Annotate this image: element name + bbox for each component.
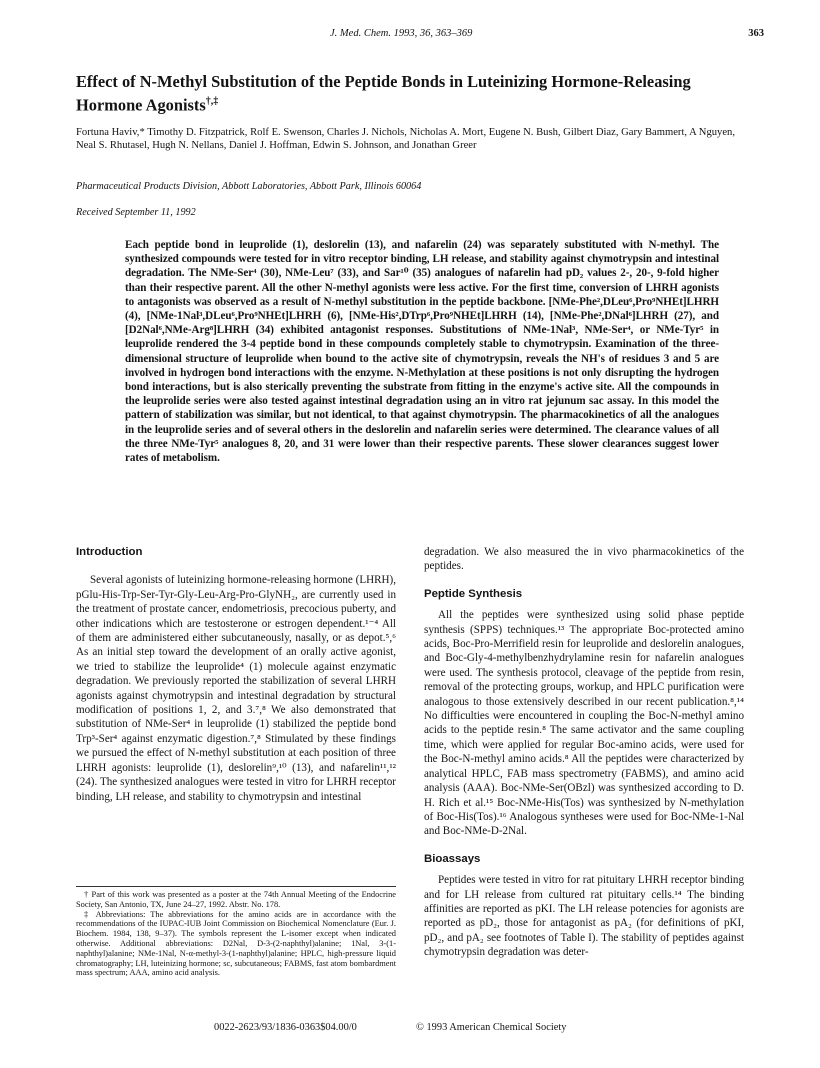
- received-date: Received September 11, 1992: [76, 207, 196, 218]
- page-footer: [0, 1022, 820, 1036]
- introduction-paragraph: Several agonists of luteinizing hormone-releasing hormone (LHRH), pGlu-His-Trp-Ser-Tyr-Gly-Leu-Arg-Pro-GlyNH₂, are currently used in the treatment of prostate cancer, endometriosis, precocious puberty, and other indications which are testosterone or estrogen dependent.¹⁻⁴ All of them are administered either subcutaneously, nasally, or as depot.⁵,⁶ As an initial step toward the development of an orally active agonist, we tried to stabilize the leuprolide⁴ (1) molecule against enzymatic degradation. We previously reported the stabilization of several LHRH agonists against chymotrypsin and intestinal degradation by structural modification of positions 1, 2, and 3.⁷,⁸ We also demonstrated that substitution of NMe-Ser⁴ in leuprolide (1) stabilized the peptide bond Trp³-Ser⁴ against enzymatic digestion.⁷,⁸ Stimulated by these findings we pursued the effect of N-methyl substitution at each position of three LHRH agonists: leuprolide (1), deslorelin⁹,¹⁰ (13), and nafarelin¹¹,¹² (24). The synthesized analogues were tested in vitro for LHRH receptor binding, LH release, and stability to chymotrypsin and intestinal: [76, 574, 396, 803]
- peptide-synthesis-paragraph: All the peptides were synthesized using solid phase peptide synthesis (SPPS) techniques.¹³ The appropriate Boc-protected amino acids, Boc-Pro-Merrifield resin for leuprolide and deslorelin analogues, and Boc-Gly-4-methylbenzhydrylamine resin for nafarelin analogues were used. The synthesis protocol, cleavage of the peptide from resin, removal of the protecting groups, workup, and HPLC purification were analogous to those extensively described in our recent publication.⁸,¹⁴ No difficulties were encountered in coupling the Boc-N-methyl amino acids to the peptide resin.⁸ The same activator and the same coupling time, which were applied for regular Boc-amino acids, were used for the Boc-N-methyl amino acids.⁸ All the peptides were characterized by analytical HPLC, FAB mass spectrometry (FABMS), and amino acid analysis (AAA). Boc-NMe-Ser(OBzl) was synthesized according to D. H. Rich et al.¹⁵ Boc-NMe-His(Tos) was synthesized by N-methylation of Boc-His(Tos).¹⁶ Analogous syntheses were used for Boc-NMe-1-Nal and Boc-NMe-D-2Nal.: [424, 609, 744, 838]
- affiliation: Pharmaceutical Products Division, Abbott Laboratories, Abbott Park, Illinois 60064: [76, 181, 422, 192]
- running-head: [0, 28, 820, 42]
- right-column: [424, 545, 744, 960]
- copyright-notice: © 1993 American Chemical Society: [416, 1022, 567, 1033]
- footnote-dagger: † Part of this work was presented as a poster at the 74th Annual Meeting of the Endocrine Society, San Antonio, TX, June 24–27, 1992. Abstr. No. 178.: [76, 890, 396, 909]
- issn-code: 0022-2623/93/1836-0363$04.00/0: [214, 1022, 357, 1033]
- article-title-text: Effect of N-Methyl Substitution of the Peptide Bonds in Luteinizing Hormone-Releasing Hormone Agonists: [76, 72, 691, 114]
- author-list: Fortuna Haviv,* Timothy D. Fitzpatrick, Rolf E. Swenson, Charles J. Nichols, Nicholas A. Mort, Eugene N. Bush, Gilbert Diaz, Gary Bammert, A Nguyen, Neal S. Rhutasel, Hugh N. Nellans, Daniel J. Hoffman, Edwin S. Johnson, and Jonathan Greer: [76, 127, 735, 151]
- bioassays-paragraph: Peptides were tested in vitro for rat pituitary LHRH receptor binding and for LH release from cultured rat pituitary cells.¹⁴ The binding affinities are reported as pKI. The LH release potencies for agonists are reported as pD₂, those for antagonist as pA₂ (for definitions of pKI, pD₂, and pA₂ see footnotes of Table I). The stability of peptides against chymotrypsin degradation was deter-: [424, 874, 744, 959]
- introduction-continuation: degradation. We also measured the in vivo pharmacokinetics of the peptides.: [424, 546, 744, 573]
- section-heading-bioassays: Bioassays: [424, 852, 481, 865]
- abstract: Each peptide bond in leuprolide (1), deslorelin (13), and nafarelin (24) was separately substituted with N-methyl. The synthesized compounds were tested for in vitro receptor binding, LH release, and stability against chymotrypsin and intestinal degradation. The NMe-Ser⁴ (30), NMe-Leu⁷ (33), and Sar¹⁰ (35) analogues of nafarelin had pD₂ values 2-, 20-, 9-fold higher than their respective parent. All the other N-methyl agonists were less active. For the first time, conversion of LHRH agonists to antagonists was observed as a result of N-methyl substitution in the peptide backbone. [NMe-Phe²,DLeu⁶,Pro⁹NHEt]LHRH (4), [NMe-1Nal³,DLeu⁶,Pro⁹NHEt]LHRH (6), [NMe-His²,DTrp⁶,Pro⁹NHEt]LHRH (14), [NMe-Phe²,DNal⁶]LHRH (27), and [D2Nal⁶,NMe-Arg⁸]LHRH (34) exhibited antagonist responses. Substitutions of NMe-1Nal³, NMe-Ser⁴, or NMe-Tyr⁵ in leuprolide rendered the 3-4 peptide bond in these compounds completely stable to chymotrypsin. Examination of the three-dimensional structure of leuprolide when bound to the active site of chymotrypsin, reveals the NH's of residues 3 and 5 are involved in hydrogen bond interactions with the enzyme. N-Methylation at these positions is not only disrupting the hydrogen bond interactions, but is also sterically preventing the substrate from fitting in the enzyme's active site. All the compounds in the leuprolide series were also tested against intestinal degradation using an in vitro rat jejunum sac assay. In this model the pattern of stabilization was similar, but not identical, to that against chymotrypsin. The pharmacokinetics of all the analogues in the leuprolide series and of several others in the deslorelin and nafarelin series were determined. The clearance values of all the three NMe-Tyr⁵ analogues 8, 20, and 31 were lower than their respective parents. These slower clearances suggest lower rates of metabolism.: [125, 239, 719, 465]
- footnotes: [76, 886, 396, 978]
- section-heading-peptide-synthesis: Peptide Synthesis: [424, 587, 523, 600]
- section-heading-introduction: Introduction: [76, 546, 143, 558]
- article-title: [76, 72, 756, 114]
- title-footnote-marks: †,‡: [205, 95, 219, 107]
- page-number: 363: [748, 28, 764, 39]
- footnote-double-dagger: ‡ Abbreviations: The abbreviations for the amino acids are in accordance with the recommendations of the IUPAC-IUB Joint Commission on Biochemical Nomenclature (Eur. J. Biochem. 1984, 138, 9–37). The symbols represent the L-isomer except when indicated otherwise. Additional abbreviations: D2Nal, D-3-(2-naphthyl)alanine; 1Nal, 3-(1-naphthyl)alanine; NMe-1Nal, N-α-methyl-3-(1-naphthyl)alanine; HPLC, high-pressure liquid chromatography; LH, luteinizing hormone; sc, subcutaneous; FABMS, fast atom bombardment mass spectrum; AAA, amino acid analysis.: [76, 909, 396, 978]
- left-column: [76, 545, 396, 804]
- journal-citation: J. Med. Chem. 1993, 36, 363–369: [330, 28, 473, 39]
